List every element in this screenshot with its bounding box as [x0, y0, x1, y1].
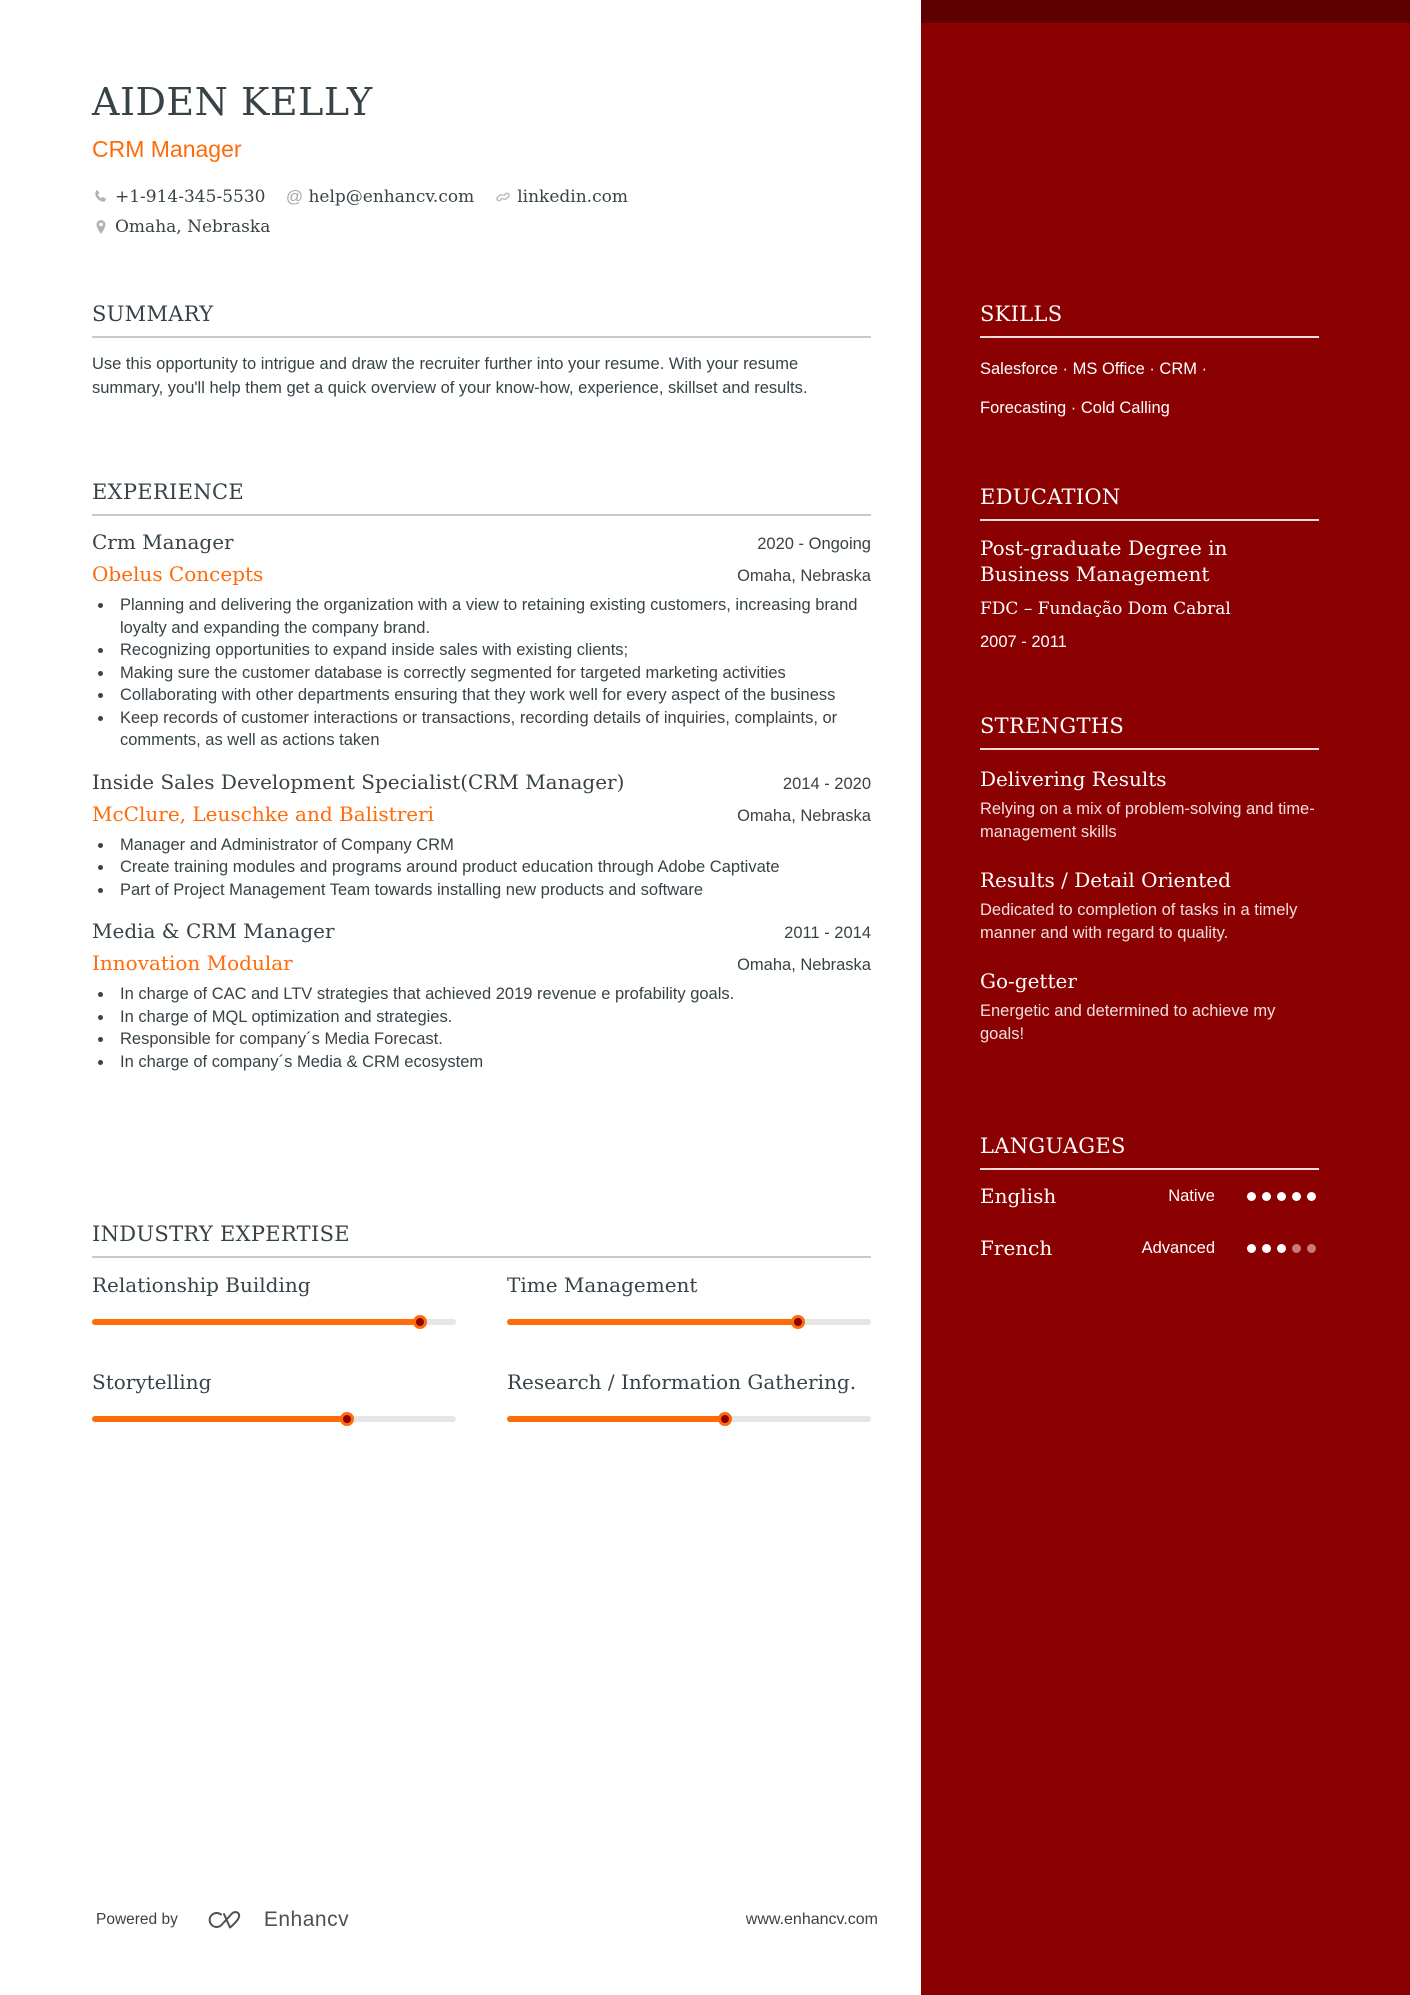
proficiency-dot	[1292, 1244, 1301, 1253]
strength-description: Dedicated to completion of tasks in a timely manner and with regard to quality.	[980, 901, 1298, 942]
section-title: EDUCATION	[980, 485, 1121, 509]
proficiency-dot	[1307, 1192, 1316, 1201]
summary-text: Use this opportunity to intrigue and draw the recruiter further into your resume. With your resume summary, you'll help them get a quick overview of your know-how, experience, skillset and results.	[92, 355, 808, 397]
enhancv-logo[interactable]	[204, 1908, 349, 1932]
contact-website[interactable]	[494, 187, 628, 207]
bullet-item: Create training modules and programs around product education through Adobe Captivate	[92, 856, 871, 879]
bullet-item: Part of Project Management Team towards installing new products and software	[92, 879, 871, 902]
job-entry	[92, 919, 871, 1073]
sidebar-top-bar	[921, 0, 1410, 23]
strength-title: Results / Detail Oriented	[980, 868, 1231, 892]
expertise-label: Relationship Building	[92, 1273, 311, 1297]
job-company: Obelus Concepts	[92, 562, 264, 586]
brand-name: Enhancv	[263, 1908, 350, 1931]
proficiency-dot	[1247, 1192, 1256, 1201]
section-title: SUMMARY	[92, 302, 214, 326]
bullet-item: Making sure the customer database is correctly segmented for targeted marketing activities	[92, 662, 871, 685]
bullet-item: Responsible for company´s Media Forecast.	[92, 1028, 871, 1051]
bullet-item: Planning and delivering the organization with a view to retaining existing customers, increasing brand loyalty and expanding the company brand.	[92, 594, 871, 639]
contact-row	[92, 182, 648, 212]
footer	[96, 1905, 878, 1935]
email-text: help@enhancv.com	[308, 187, 475, 207]
phone-icon	[92, 188, 110, 206]
bullet-item: Manager and Administrator of Company CRM	[92, 834, 871, 857]
bullet-item: In charge of MQL optimization and strategies.	[92, 1006, 871, 1029]
footer-website[interactable]: www.enhancv.com	[745, 1911, 878, 1928]
proficiency-dot	[1262, 1192, 1271, 1201]
bullet-item: In charge of company´s Media & CRM ecosystem	[92, 1051, 871, 1074]
industry-expertise-section	[92, 1222, 871, 1422]
job-location: Omaha, Nebraska	[737, 956, 871, 974]
experience-section	[92, 480, 871, 1073]
section-title: LANGUAGES	[980, 1134, 1126, 1158]
skills-line: Forecasting · Cold Calling	[980, 399, 1170, 417]
language-level: Advanced	[1141, 1238, 1215, 1257]
proficiency-dot	[1307, 1244, 1316, 1253]
job-bullets	[92, 834, 871, 902]
skills-section	[980, 302, 1319, 428]
location-pin-icon	[92, 218, 110, 236]
at-icon: @	[285, 187, 304, 206]
expertise-slider	[92, 1319, 456, 1325]
job-role: Media & CRM Manager	[92, 919, 335, 943]
strength-title: Delivering Results	[980, 767, 1167, 791]
job-bullets	[92, 983, 871, 1073]
expertise-label: Storytelling	[92, 1370, 212, 1394]
expertise-slider	[507, 1416, 871, 1422]
job-location: Omaha, Nebraska	[737, 806, 871, 825]
job-company: McClure, Leuschke and Balistreri	[92, 801, 435, 826]
education-dates: 2007 - 2011	[980, 633, 1067, 651]
contact-email[interactable]	[285, 187, 474, 207]
job-entry	[92, 770, 871, 902]
language-proficiency-dots	[1247, 1192, 1316, 1201]
bullet-item: Collaborating with other departments ensuring that they work well for every aspect of the business	[92, 684, 871, 707]
proficiency-dot	[1277, 1244, 1286, 1253]
candidate-title: CRM Manager	[92, 136, 242, 162]
bullet-item: In charge of CAC and LTV strategies that achieved 2019 revenue e profability goals.	[92, 983, 871, 1006]
contact-row	[92, 212, 648, 242]
job-company: Innovation Modular	[92, 951, 293, 975]
job-dates: 2014 - 2020	[782, 774, 871, 793]
bullet-item: Keep records of customer interactions or transactions, recording details of inquiries, complaints, or comments, as well as actions taken	[92, 707, 871, 752]
expertise-item	[92, 1258, 456, 1325]
education-degree: Post-graduate Degree in Business Management	[980, 536, 1228, 586]
languages-section	[980, 1134, 1319, 1274]
section-title: SKILLS	[980, 302, 1063, 326]
education-section	[980, 485, 1319, 652]
proficiency-dot	[1262, 1244, 1271, 1253]
job-location: Omaha, Nebraska	[737, 567, 871, 585]
section-divider	[980, 748, 1319, 750]
language-item	[980, 1222, 1319, 1274]
language-proficiency-dots	[1247, 1244, 1316, 1253]
proficiency-dot	[1292, 1192, 1301, 1201]
expertise-label: Time Management	[507, 1273, 698, 1297]
slider-fill	[92, 1416, 347, 1422]
strength-item	[980, 966, 1319, 1045]
powered-by-label: Powered by	[96, 1911, 178, 1928]
enhancv-logo-icon	[204, 1908, 252, 1932]
phone-text: +1-914-345-5530	[115, 187, 266, 207]
proficiency-dot	[1277, 1192, 1286, 1201]
expertise-label: Research / Information Gathering.	[507, 1370, 857, 1394]
contact-info	[92, 182, 648, 242]
expertise-item	[92, 1325, 456, 1422]
slider-knob	[718, 1412, 732, 1426]
section-divider	[92, 514, 871, 516]
strength-item	[980, 865, 1319, 944]
section-divider	[980, 336, 1319, 338]
expertise-item	[507, 1325, 871, 1422]
education-school: FDC – Fundação Dom Cabral	[980, 599, 1231, 619]
job-dates: 2020 - Ongoing	[757, 535, 871, 553]
skills-list	[980, 350, 1319, 428]
strength-title: Go-getter	[980, 969, 1077, 993]
slider-knob	[340, 1412, 354, 1426]
language-name: English	[980, 1184, 1057, 1208]
strength-description: Energetic and determined to achieve my goals!	[980, 1002, 1276, 1043]
link-icon	[494, 188, 512, 206]
website-text: linkedin.com	[517, 187, 628, 207]
strength-item	[980, 764, 1319, 843]
slider-fill	[92, 1319, 420, 1325]
location-text: Omaha, Nebraska	[115, 217, 271, 237]
sidebar	[921, 0, 1410, 1995]
expertise-slider	[92, 1416, 456, 1422]
job-role: Inside Sales Development Specialist(CRM Manager)	[92, 769, 625, 794]
section-divider	[92, 336, 871, 338]
expertise-slider	[507, 1319, 871, 1325]
section-title: EXPERIENCE	[92, 480, 244, 504]
summary-section	[92, 302, 871, 400]
contact-location	[92, 217, 270, 237]
expertise-item	[507, 1258, 871, 1325]
language-name: French	[980, 1236, 1053, 1260]
slider-knob	[413, 1315, 427, 1329]
job-bullets	[92, 594, 871, 752]
job-dates: 2011 - 2014	[784, 924, 871, 942]
language-level: Native	[1168, 1186, 1215, 1205]
language-item	[980, 1170, 1319, 1222]
strengths-section	[980, 714, 1319, 1045]
section-title: STRENGTHS	[980, 714, 1125, 738]
strength-description: Relying on a mix of problem-solving and time-management skills	[980, 800, 1315, 841]
slider-fill	[507, 1319, 798, 1325]
candidate-name: AIDEN KELLY	[92, 80, 373, 124]
powered-by	[96, 1908, 349, 1932]
slider-fill	[507, 1416, 725, 1422]
job-entry	[92, 530, 871, 752]
section-divider	[980, 519, 1319, 521]
job-role: Crm Manager	[92, 530, 234, 554]
skills-line: Salesforce · MS Office · CRM ·	[980, 360, 1208, 378]
proficiency-dot	[1247, 1244, 1256, 1253]
bullet-item: Recognizing opportunities to expand inside sales with existing clients;	[92, 639, 871, 662]
section-title: INDUSTRY EXPERTISE	[92, 1222, 350, 1246]
contact-phone[interactable]	[92, 187, 265, 207]
